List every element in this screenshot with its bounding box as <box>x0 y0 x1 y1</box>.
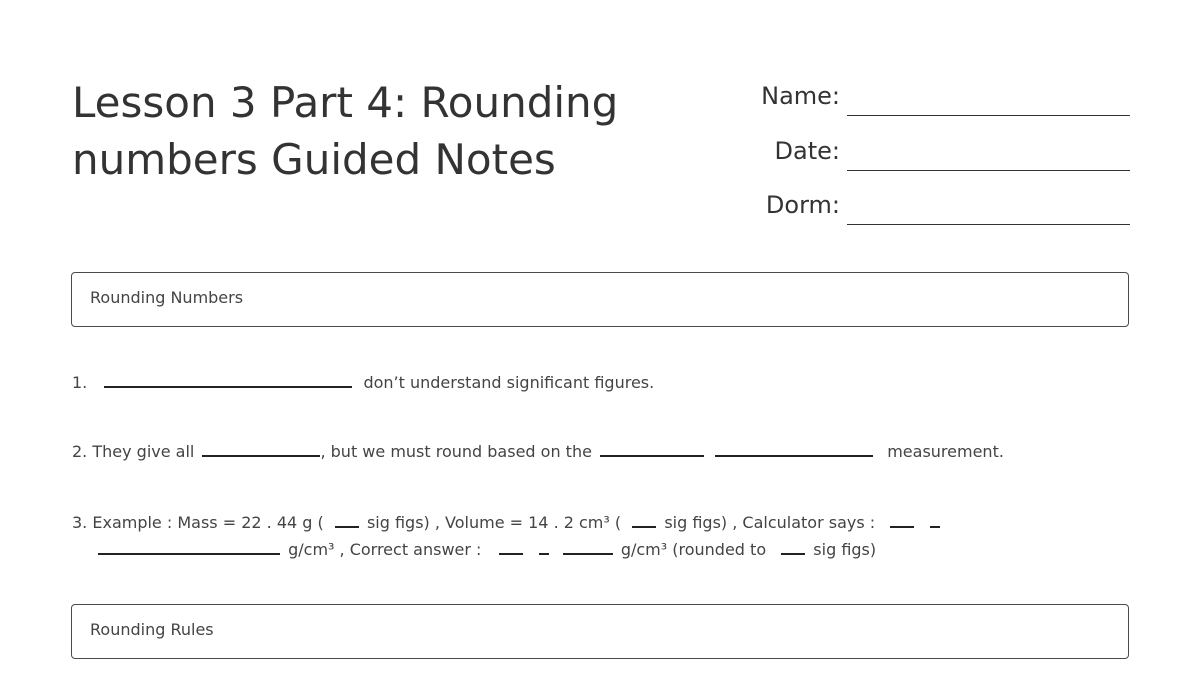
name-label: Name: <box>761 82 840 110</box>
answer-blank[interactable] <box>202 455 320 457</box>
answer-blank[interactable] <box>781 553 805 555</box>
answer-blank[interactable] <box>632 526 656 528</box>
answer-blank[interactable] <box>930 526 940 528</box>
question-1 <box>72 372 654 394</box>
page-title <box>72 74 712 188</box>
question-text: g/cm³ (rounded to <box>620 540 767 559</box>
section-title: Rounding Rules <box>90 620 214 639</box>
answer-blank[interactable] <box>890 526 914 528</box>
question-text: sig figs) , Volume = 14 . 2 cm³ ( <box>366 513 622 532</box>
answer-blank[interactable] <box>715 455 873 457</box>
question-3-line-2 <box>98 539 876 561</box>
name-line[interactable] <box>847 115 1130 116</box>
question-text: sig figs) , Calculator says : <box>664 513 876 532</box>
question-text: They give all <box>92 442 195 461</box>
name-field[interactable] <box>700 76 1130 116</box>
question-text: , but we must round based on the <box>320 442 592 461</box>
date-line[interactable] <box>847 170 1130 171</box>
answer-blank[interactable] <box>539 553 549 555</box>
question-text: don’t understand significant figures. <box>363 373 655 392</box>
dorm-line[interactable] <box>847 224 1130 225</box>
question-number: 3. <box>72 513 88 532</box>
date-field[interactable] <box>700 131 1130 171</box>
date-label: Date: <box>774 137 840 165</box>
question-text: sig figs) <box>813 540 877 559</box>
answer-blank[interactable] <box>98 553 280 555</box>
question-text: g/cm³ , Correct answer : <box>288 540 482 559</box>
question-3-line-1 <box>72 512 943 534</box>
question-number: 1. <box>72 373 88 392</box>
section-title: Rounding Numbers <box>90 288 244 307</box>
answer-blank[interactable] <box>104 386 352 388</box>
answer-blank[interactable] <box>335 526 359 528</box>
title-line-2: numbers Guided Notes <box>72 135 556 184</box>
answer-blank[interactable] <box>499 553 523 555</box>
title-line-1: Lesson 3 Part 4: Rounding <box>72 78 619 127</box>
answer-blank[interactable] <box>600 455 704 457</box>
dorm-field[interactable] <box>700 185 1130 225</box>
question-text: measurement. <box>887 442 1004 461</box>
question-number: 2. <box>72 442 88 461</box>
section-rounding-numbers <box>71 272 1129 327</box>
section-rounding-rules <box>71 604 1129 659</box>
dorm-label: Dorm: <box>765 191 840 219</box>
question-2 <box>72 441 1004 463</box>
question-text: Example : Mass = 22 . 44 g ( <box>92 513 324 532</box>
answer-blank[interactable] <box>563 553 613 555</box>
